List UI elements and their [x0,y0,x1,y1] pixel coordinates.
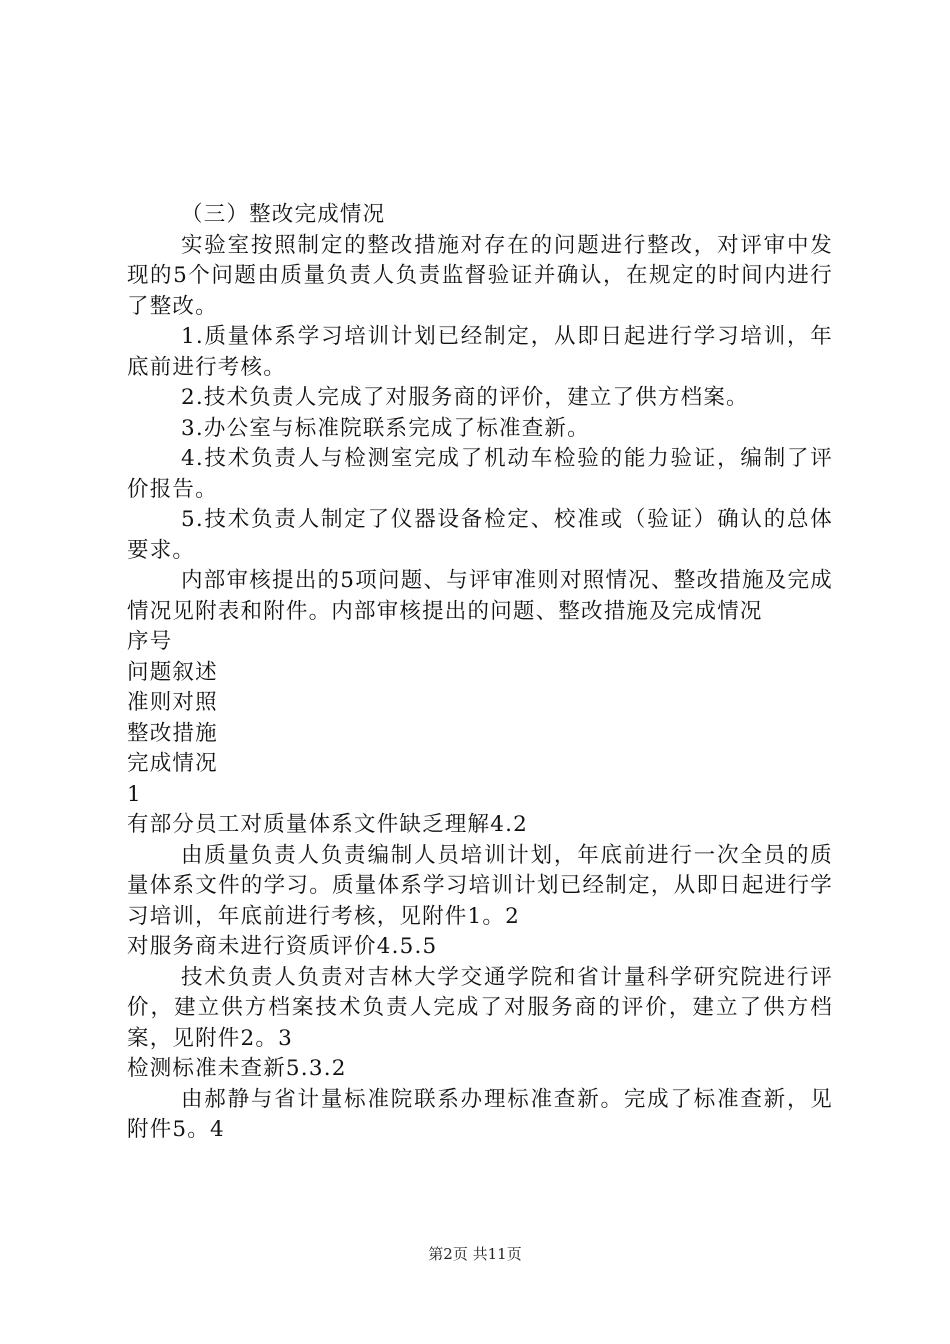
table-header-criteria: 准则对照 [127,690,218,715]
table-row-3-issue: 检测标准未查新5.3.2 [127,1056,347,1081]
rectification-item-2: 2.技术负责人完成了对服务商的评价，建立了供方档案。 [181,385,749,410]
table-row-3-measure: 由郝静与省计量标准院联系办理标准查新。完成了标准查新，见附件5。4 [127,1086,833,1142]
rectification-item-1: 1.质量体系学习培训计划已经制定，从即日起进行学习培训，年底前进行考核。 [127,324,833,380]
table-header-status: 完成情况 [127,751,218,776]
rectification-item-5: 5.技术负责人制定了仪器设备检定、校准或（验证）确认的总体要求。 [127,507,833,563]
table-row-2-measure: 技术负责人负责对吉林大学交通学院和省计量科学研究院进行评价，建立供方档案技术负责人完成了对服务商的评价，建立了供方档案，见附件2。3 [127,964,833,1051]
table-header-seq: 序号 [127,629,173,654]
table-row-1-number: 1 [127,781,142,807]
table-row-1-issue: 有部分员工对质量体系文件缺乏理解4.2 [127,812,528,837]
summary-paragraph: 内部审核提出的5项问题、与评审准则对照情况、整改措施及完成情况见附表和附件。内部审核提出的问题、整改措施及完成情况 [127,568,833,624]
table-row-2-issue: 对服务商未进行资质评价4.5.5 [127,934,438,959]
page-footer: 第2页 共11页 [428,1245,522,1263]
rectification-item-3: 3.办公室与标准院联系完成了标准查新。 [181,415,590,441]
section-heading: （三）整改完成情况 [181,202,386,227]
document-body [127,200,833,1146]
table-header-measure: 整改措施 [127,720,218,746]
table-header-issue: 问题叙述 [127,659,218,685]
rectification-item-4: 4.技术负责人与检测室完成了机动车检验的能力验证，编制了评价报告。 [127,446,833,502]
table-row-1-measure: 由质量负责人负责编制人员培训计划，年底前进行一次全员的质量体系文件的学习。质量体系学习培训计划已经制定，从即日起进行学习培训，年底前进行考核，见附件1。2 [127,842,833,929]
intro-paragraph: 实验室按照制定的整改措施对存在的问题进行整改，对评审中发现的5个问题由质量负责人负责监督验证并确认，在规定的时间内进行了整改。 [127,232,833,319]
